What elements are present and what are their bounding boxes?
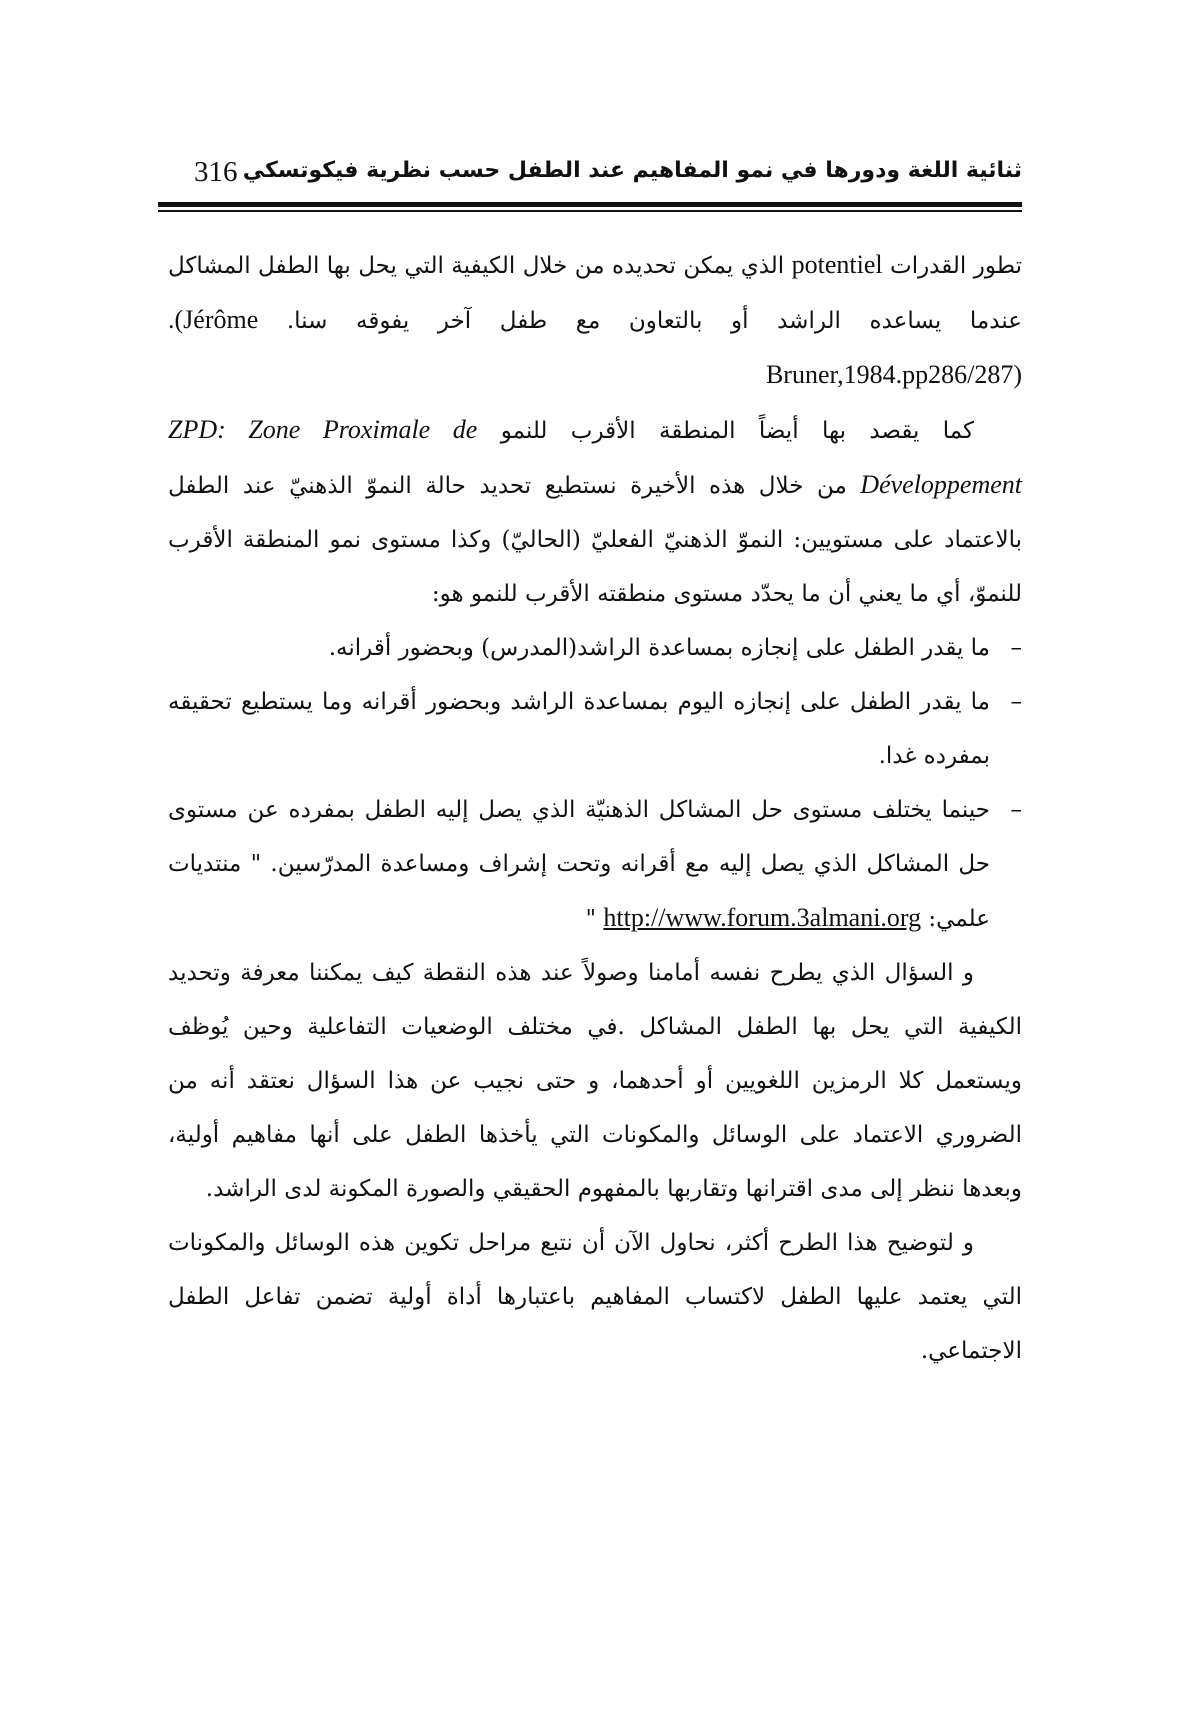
bullet-item-3-text: حينما يختلف مستوى حل المشاكل الذهنيّة الذي يصل إليه الطفل بمفرده عن مستوى حل المشاكل الذي يصل إليه مع أقرانه وتحت إشراف ومساعدة المدرّسين. " منتديات علمي: — [168, 797, 990, 932]
header-rule-thin — [158, 210, 1022, 212]
bullet-item-3 — [168, 783, 1022, 946]
paragraph-1-text-b: الذي يمكن تحديده من خلال الكيفية التي يحل بها الطفل المشاكل عندما يساعده الراشد أو بالتعاون مع طفل آخر يفوقه سنا. — [168, 253, 1022, 334]
running-title: ثنائية اللغة ودورها في نمو المفاهيم عند الطفل حسب نظرية فيكوتسكي — [242, 158, 1022, 183]
bullet-list — [168, 621, 1022, 946]
bullet-item-1-text: ما يقدر الطفل على إنجازه بمساعدة الراشد(المدرس) وبحضور أقرانه. — [328, 635, 990, 661]
paragraph-2 — [168, 403, 1022, 621]
header-rule-thick — [158, 202, 1022, 207]
term-zpd: ZPD: Zone Proximale de Développement — [168, 415, 1022, 499]
paragraph-2-text-b: من خلال هذه الأخيرة نستطيع تحديد حالة النموّ الذهنيّ عند الطفل بالاعتماد على مستويين: النموّ الذهنيّ الفعليّ (الحاليّ) وكذا مستوى نمو المنطقة الأقرب للنموّ، أي ما يعني أن ما يحدّد مستوى منطقته الأقرب للنمو هو: — [168, 473, 1022, 607]
bullet-item-2 — [168, 675, 1022, 783]
paragraph-1-text-a: تطور القدرات — [882, 253, 1022, 279]
paragraph-3: و السؤال الذي يطرح نفسه أمامنا وصولاً عند هذه النقطة كيف يمكننا معرفة وتحديد الكيفية التي يحل بها الطفل المشاكل .في مختلف الوضعيات التفاعلية وحين يُوظف ويستعمل كلا الرمزين اللغويين أو أحدهما، و حتى نجيب عن هذا السؤال نعتقد أنه من الضروري الاعتماد على الوسائل والمكونات التي يأخذها الطفل على أنها مفاهيم أولية، وبعدها ننظر إلى مدى اقترانها وتقاربها بالمفهوم الحقيقي والصورة المكونة لدى الراشد. — [168, 960, 1022, 1202]
page-number: 316 — [194, 156, 238, 188]
bullet-item-1 — [168, 621, 1022, 675]
bullet-item-3-end: " — [585, 906, 604, 932]
citation-bruner: .(Jérôme Bruner,1984.pp286/287) — [168, 305, 1022, 389]
body-text — [168, 238, 1022, 1378]
bullet-item-2-text: ما يقدر الطفل على إنجازه اليوم بمساعدة الراشد وبحضور أقرانه وما يستطيع تحقيقه بمفرده غدا. — [168, 689, 990, 769]
paragraph-2-text-a: كما يقصد بها أيضاً المنطقة الأقرب للنمو — [477, 418, 975, 444]
term-potentiel: potentiel — [791, 250, 883, 279]
page-header — [158, 148, 1022, 198]
paragraph-4: و لتوضيح هذا الطرح أكثر، نحاول الآن أن نتبع مراحل تكوين هذه الوسائل والمكونات التي يعتمد عليها الطفل لاكتساب المفاهيم باعتبارها أداة أولية تضمن تفاعل الطفل الاجتماعي. — [168, 1230, 1022, 1364]
paragraph-1 — [168, 238, 1022, 403]
forum-link[interactable]: http://www.forum.3almani.org — [603, 903, 922, 932]
